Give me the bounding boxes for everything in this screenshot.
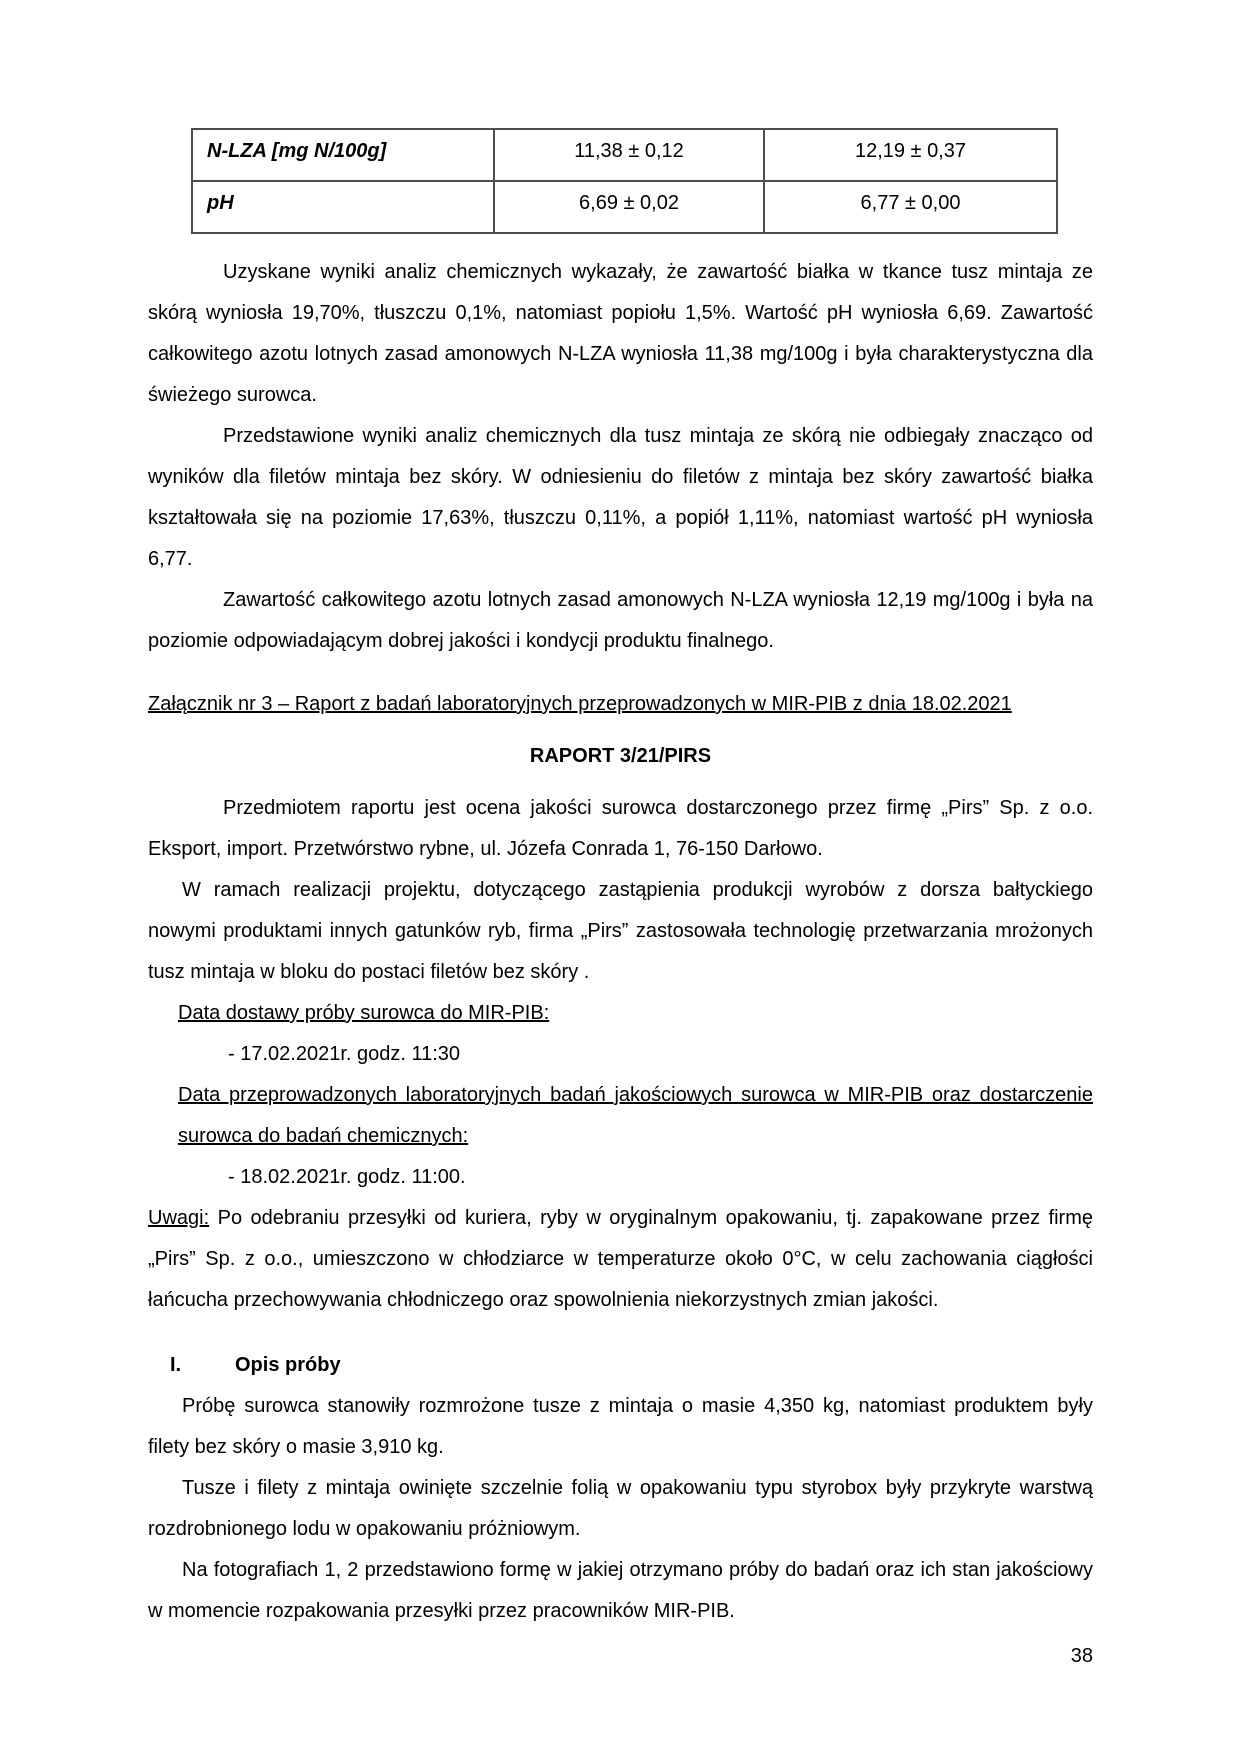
- row-label-nlza: N-LZA [mg N/100g]: [192, 129, 494, 181]
- report-title: RAPORT 3/21/PIRS: [529, 745, 712, 767]
- results-table: [191, 128, 1058, 234]
- nlza-value-skinless: 12,19 ± 0,37: [764, 129, 1057, 181]
- paragraph-w-ramach-realizacji: W ramach realizacji projektu, dotyczącego zastąpienia produkcji wyrobów z dorsza bałtyckiego nowymi produktami innych gatunków ryb, firma „Pirs” zastosowała technologię przetwarzania mrożonych tusz mintaja w bloku do postaci filetów bez skóry .: [148, 879, 1093, 983]
- delivery-date-heading: Data dostawy próby surowca do MIR-PIB:: [178, 1002, 550, 1024]
- paragraph-na-fotografiach: Na fotografiach 1, 2 przedstawiono formę w jakiej otrzymano próby do badań oraz ich stan jakościowy w momencie rozpakowania przesyłki przez pracowników MIR-PIB.: [148, 1559, 1093, 1622]
- delivery-date-item: - 17.02.2021r. godz. 11:30: [228, 1043, 461, 1065]
- spacer: [148, 234, 1093, 252]
- page-number: 38: [1070, 1645, 1093, 1667]
- attachment-3-heading: Załącznik nr 3 – Raport z badań laboratoryjnych przeprowadzonych w MIR-PIB z dnia 18.02.2021: [148, 693, 1012, 715]
- remarks-label: Uwagi:: [148, 1207, 210, 1229]
- paragraph-zawartosc-azotu: Zawartość całkowitego azotu lotnych zasad amonowych N-LZA wyniosła 12,19 mg/100g i była na poziomie odpowiadającym dobrej jakości i kondycji produktu finalnego.: [148, 589, 1093, 652]
- table-row-nlza: [192, 129, 1057, 181]
- remarks-text: Po odebraniu przesyłki od kuriera, ryby w oryginalnym opakowaniu, tj. zapakowane przez firmę „Pirs” Sp. z o.o., umieszczono w chłodziarce w temperaturze około 0°C, w celu zachowania ciągłości łańcucha przechowywania chłodniczego oraz spowolnienia niekorzystnych zmian jakości.: [148, 1207, 1093, 1311]
- table-row-ph: [192, 181, 1057, 233]
- nlza-value-skin-on: 11,38 ± 0,12: [494, 129, 764, 181]
- ph-value-skin-on: 6,69 ± 0,02: [494, 181, 764, 233]
- paragraph-probe-surowca: Próbę surowca stanowiły rozmrożone tusze z mintaja o masie 4,350 kg, natomiast produktem były filety bez skóry o masie 3,910 kg.: [148, 1395, 1093, 1458]
- lab-tests-date-item: - 18.02.2021r. godz. 11:00.: [228, 1166, 466, 1188]
- lab-tests-date-heading: Data przeprowadzonych laboratoryjnych badań jakościowych surowca w MIR-PIB oraz dostarczenie surowca do badań chemicznych:: [178, 1084, 1093, 1147]
- paragraph-przedstawione-wyniki: Przedstawione wyniki analiz chemicznych dla tusz mintaja ze skórą nie odbiegały znacząco od wyników dla filetów mintaja bez skóry. W odniesieniu do filetów z mintaja bez skóry zawartość białka kształtowała się na poziomie 17,63%, tłuszczu 0,11%, a popiół 1,11%, natomiast wartość pH wyniosła 6,77.: [148, 425, 1093, 570]
- paragraph-tusze-i-filety: Tusze i filety z mintaja owinięte szczelnie folią w opakowaniu typu styrobox były przykryte warstwą rozdrobnionego lodu w opakowaniu próżniowym.: [148, 1477, 1093, 1540]
- section-1-number: I.: [170, 1354, 182, 1376]
- paragraph-przedmiotem-raportu: Przedmiotem raportu jest ocena jakości surowca dostarczonego przez firmę „Pirs” Sp. z o.o. Eksport, import. Przetwórstwo rybne, ul. Józefa Conrada 1, 76-150 Darłowo.: [148, 797, 1093, 860]
- section-1-heading: [170, 1345, 1093, 1386]
- section-1-title: Opis próby: [235, 1354, 341, 1376]
- paragraph-remarks: [148, 1198, 1093, 1321]
- ph-value-skinless: 6,77 ± 0,00: [764, 181, 1057, 233]
- row-label-ph: pH: [192, 181, 494, 233]
- paragraph-uzyskane-wyniki: Uzyskane wyniki analiz chemicznych wykazały, że zawartość białka w tkance tusz mintaja ze skórą wyniosła 19,70%, tłuszczu 0,1%, natomiast popiołu 1,5%. Wartość pH wyniosła 6,69. Zawartość całkowitego azotu lotnych zasad amonowych N-LZA wyniosła 11,38 mg/100g i była charakterystyczna dla świeżego surowca.: [148, 261, 1093, 406]
